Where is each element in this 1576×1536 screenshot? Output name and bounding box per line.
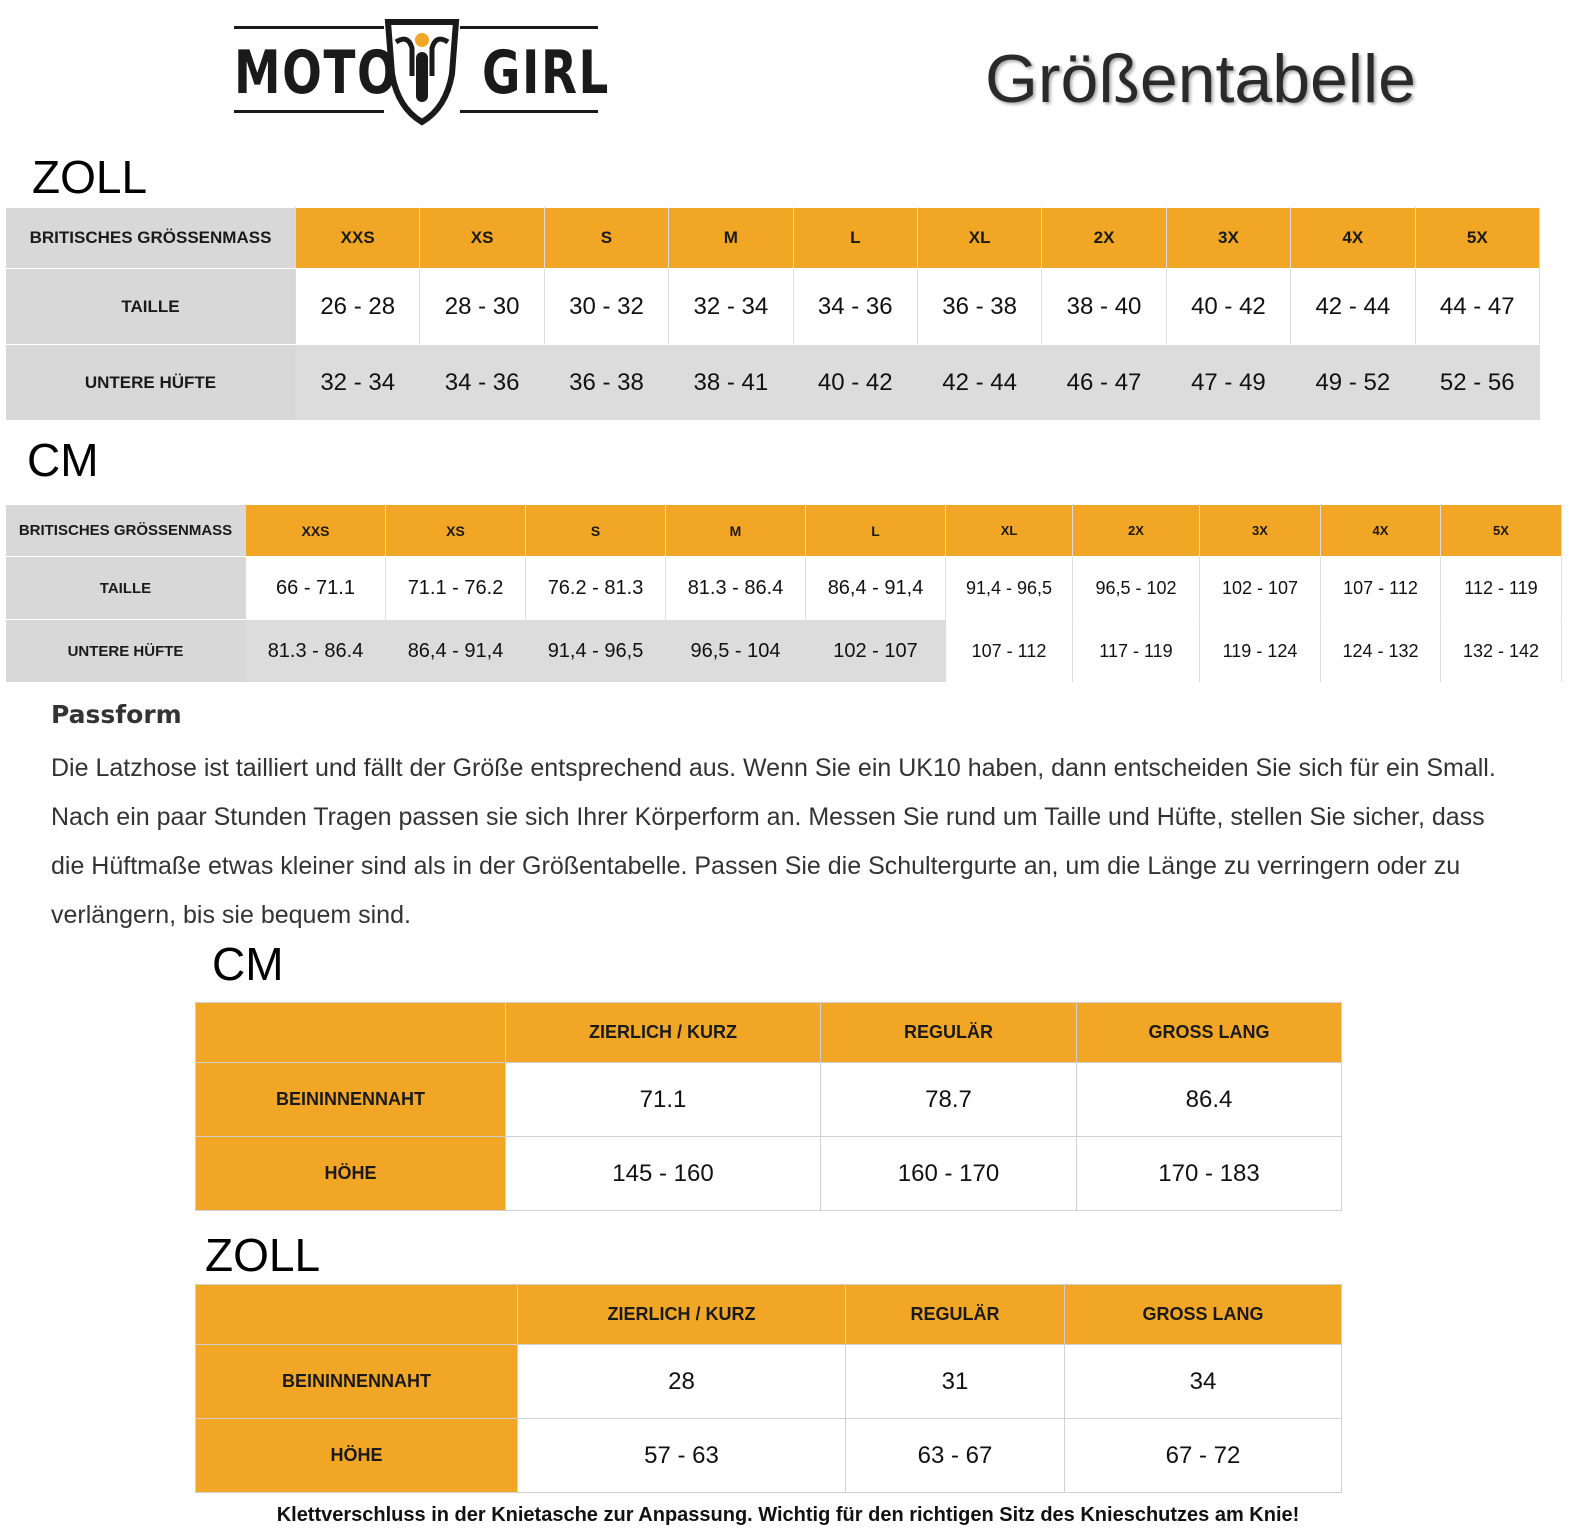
brand-logo	[234, 18, 610, 126]
table-header-row	[196, 1285, 1342, 1345]
size-header: XXS	[246, 505, 386, 557]
table-cell: 96,5 - 102	[1073, 557, 1200, 620]
table-cell: 96,5 - 104	[666, 620, 806, 683]
size-header: XS	[420, 208, 544, 269]
row-label: HÖHE	[196, 1419, 518, 1493]
table-cell: 119 - 124	[1200, 620, 1321, 683]
table-header-row	[6, 208, 1540, 269]
row-label: UNTERE HÜFTE	[6, 345, 296, 421]
table-cell: 91,4 - 96,5	[526, 620, 666, 683]
table-cell: 49 - 52	[1291, 345, 1415, 421]
size-header: XL	[946, 505, 1073, 557]
page-title: Größentabelle	[985, 41, 1416, 117]
table-row	[6, 620, 1562, 683]
table-header-row	[6, 505, 1562, 557]
table-cell: 63 - 67	[846, 1419, 1065, 1493]
table-cell: 170 - 183	[1077, 1137, 1342, 1211]
table-header-row	[196, 1003, 1342, 1063]
table-row	[196, 1345, 1342, 1419]
table-cell: 102 - 107	[806, 620, 946, 683]
table-cell: 57 - 63	[518, 1419, 846, 1493]
header-label: BRITISCHES GRÖSSENMASS	[6, 208, 296, 269]
size-header: 4X	[1291, 208, 1415, 269]
table-cell: 32 - 34	[296, 345, 420, 421]
row-label: TAILLE	[6, 557, 246, 620]
size-header: 5X	[1441, 505, 1562, 557]
table-cell: 160 - 170	[821, 1137, 1077, 1211]
table-cell: 107 - 112	[946, 620, 1073, 683]
column-header: ZIERLICH / KURZ	[518, 1285, 846, 1345]
helmet-shield-icon	[382, 18, 462, 126]
column-header: ZIERLICH / KURZ	[506, 1003, 821, 1063]
size-header: S	[544, 208, 668, 269]
passform-text: Die Latzhose ist tailliert und fällt der Größe entsprechend aus. Wenn Sie ein UK10 haben, dann entscheiden Sie sich für ein Small. Nach ein paar Stunden Tragen passen sie sich Ihrer Körperform an. Messen Sie rund um Taille und Hüfte, stellen Sie sicher, dass die Hüftmaße etwas kleiner sind als in der Größentabelle. Passen Sie die Schultergurte an, um die Länge zu verringern oder zu verlängern, bis sie bequem sind.	[51, 754, 1496, 929]
row-label: TAILLE	[6, 269, 296, 345]
table-cell: 66 - 71.1	[246, 557, 386, 620]
table-cell: 31	[846, 1345, 1065, 1419]
table-cell: 34	[1065, 1345, 1342, 1419]
table-cell: 81.3 - 86.4	[246, 620, 386, 683]
table-cell: 52 - 56	[1415, 345, 1539, 421]
cm-size-table	[5, 504, 1562, 683]
table-row	[6, 269, 1540, 345]
size-header: M	[666, 505, 806, 557]
size-header: L	[793, 208, 917, 269]
size-header: 2X	[1042, 208, 1166, 269]
table-cell: 34 - 36	[420, 345, 544, 421]
size-header: XS	[386, 505, 526, 557]
table-cell: 91,4 - 96,5	[946, 557, 1073, 620]
table-cell: 78.7	[821, 1063, 1077, 1137]
empty-header-cell	[196, 1285, 518, 1345]
table-row	[6, 557, 1562, 620]
footnote: Klettverschluss in der Knietasche zur Anpassung. Wichtig für den richtigen Sitz des Knieschutzes am Knie!	[276, 1504, 1300, 1526]
size-header: 3X	[1166, 208, 1290, 269]
table-cell: 86.4	[1077, 1063, 1342, 1137]
table-cell: 28	[518, 1345, 846, 1419]
size-header: 5X	[1415, 208, 1539, 269]
table-cell: 46 - 47	[1042, 345, 1166, 421]
table-row	[196, 1419, 1342, 1493]
size-header: 4X	[1321, 505, 1441, 557]
column-header: REGULÄR	[846, 1285, 1065, 1345]
table-cell: 71.1	[506, 1063, 821, 1137]
inch-size-table	[5, 207, 1540, 421]
table-cell: 81.3 - 86.4	[666, 557, 806, 620]
table-cell: 112 - 119	[1441, 557, 1562, 620]
column-header: REGULÄR	[821, 1003, 1077, 1063]
cm-table-label: CM	[27, 434, 99, 486]
table-cell: 71.1 - 76.2	[386, 557, 526, 620]
row-label: BEININNENNAHT	[196, 1063, 506, 1137]
table-cell: 38 - 40	[1042, 269, 1166, 345]
logo-text-moto: MOTO	[234, 38, 399, 108]
table-cell: 40 - 42	[793, 345, 917, 421]
leg-cm-label: CM	[212, 938, 284, 990]
column-header: GROSS LANG	[1077, 1003, 1342, 1063]
passform-title: Passform	[51, 700, 182, 729]
size-header: 3X	[1200, 505, 1321, 557]
table-cell: 47 - 49	[1166, 345, 1290, 421]
table-row	[196, 1063, 1342, 1137]
table-row	[196, 1137, 1342, 1211]
table-cell: 124 - 132	[1321, 620, 1441, 683]
table-cell: 40 - 42	[1166, 269, 1290, 345]
size-header: XL	[917, 208, 1041, 269]
table-cell: 132 - 142	[1441, 620, 1562, 683]
table-cell: 28 - 30	[420, 269, 544, 345]
table-cell: 86,4 - 91,4	[806, 557, 946, 620]
table-cell: 34 - 36	[793, 269, 917, 345]
table-cell: 30 - 32	[544, 269, 668, 345]
leg-inch-label: ZOLL	[205, 1229, 321, 1281]
table-cell: 26 - 28	[296, 269, 420, 345]
table-cell: 32 - 34	[669, 269, 793, 345]
table-cell: 42 - 44	[917, 345, 1041, 421]
size-header: M	[669, 208, 793, 269]
size-header: 2X	[1073, 505, 1200, 557]
size-header: XXS	[296, 208, 420, 269]
header-label: BRITISCHES GRÖSSENMASS	[6, 505, 246, 557]
table-cell: 42 - 44	[1291, 269, 1415, 345]
inch-table-label: ZOLL	[32, 151, 148, 203]
row-label: UNTERE HÜFTE	[6, 620, 246, 683]
row-label: BEININNENNAHT	[196, 1345, 518, 1419]
logo-text-girl: GIRL	[482, 38, 610, 108]
table-cell: 38 - 41	[669, 345, 793, 421]
table-cell: 145 - 160	[506, 1137, 821, 1211]
table-cell: 36 - 38	[544, 345, 668, 421]
table-cell: 36 - 38	[917, 269, 1041, 345]
table-row	[6, 345, 1540, 421]
row-label: HÖHE	[196, 1137, 506, 1211]
table-cell: 44 - 47	[1415, 269, 1539, 345]
leg-cm-table	[195, 1002, 1342, 1211]
empty-header-cell	[196, 1003, 506, 1063]
table-cell: 117 - 119	[1073, 620, 1200, 683]
table-cell: 86,4 - 91,4	[386, 620, 526, 683]
leg-inch-table	[195, 1284, 1342, 1493]
table-cell: 67 - 72	[1065, 1419, 1342, 1493]
table-cell: 102 - 107	[1200, 557, 1321, 620]
size-header: S	[526, 505, 666, 557]
size-header: L	[806, 505, 946, 557]
column-header: GROSS LANG	[1065, 1285, 1342, 1345]
table-cell: 107 - 112	[1321, 557, 1441, 620]
table-cell: 76.2 - 81.3	[526, 557, 666, 620]
